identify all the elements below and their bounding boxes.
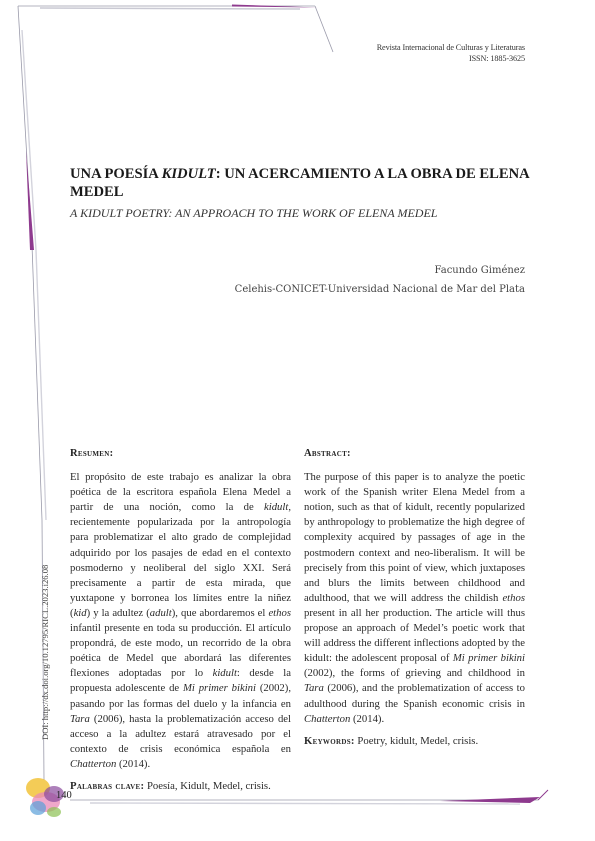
title-block xyxy=(70,165,530,221)
frame-left-accent xyxy=(26,150,34,250)
text-run: (2002), the forms of grieving and childhood in xyxy=(304,667,525,680)
frame-bottom-accent xyxy=(440,797,540,803)
book-title: Tara xyxy=(304,682,324,695)
keywords-label: Keywords: xyxy=(304,734,355,747)
text-run: (2014). xyxy=(350,712,385,725)
page-number: 140 xyxy=(56,790,72,801)
text-run: ), que abordaremos el xyxy=(171,606,269,619)
book-title: Mi primer bikini xyxy=(183,682,256,695)
abstract-heading: Abstract: xyxy=(304,448,351,459)
text-run: ) y la adultez ( xyxy=(86,606,150,619)
resumen-keywords xyxy=(70,779,291,794)
title-italic-part: KIDULT xyxy=(161,166,216,182)
keywords-list: Poetry, kidult, Medel, crisis. xyxy=(354,734,479,747)
text-run: (2006), hasta la problematización acceso del acceso a la adultez estará atravesado por el contexto de crisis económica española en xyxy=(70,712,291,755)
abstract-keywords xyxy=(304,734,525,749)
title-part: UNA POESÍA xyxy=(70,166,162,182)
text-run: (2002), pasando por las formas del duelo y la infancia en xyxy=(70,682,291,710)
doi-link[interactable]: DOI: http://dx.doi.org/10.12795/RICL.2023.i26.08 xyxy=(40,564,50,740)
journal-header xyxy=(377,42,525,64)
text-run: present in all her production. The article will thus propose an approach of Medel’s poetic work that will address the different inflections adopted by the kidult: the adolescent proposal of xyxy=(304,606,525,665)
book-title: Tara xyxy=(70,712,90,725)
journal-name: Revista Internacional de Culturas y Literaturas xyxy=(376,43,525,52)
article-title xyxy=(70,165,530,201)
italic-term: kidult xyxy=(263,501,289,514)
abstract-column xyxy=(304,446,525,749)
resumen-text xyxy=(70,470,291,772)
frame-bottom-shadow xyxy=(90,803,520,804)
italic-term: adult xyxy=(149,606,172,619)
text-run: , recientemente popularizada por la antropología para problematizar el alto grado de complejidad adquirido por los pasajes de edad en el contexto posmoderno y neoliberal del siglo XXI. Será precisamente a partir de esta mirada, que yuxtapone y borronea los límites entre la niñez ( xyxy=(70,501,291,619)
text-run: : desde la propuesta adolescente de xyxy=(70,667,291,695)
author-name: Facundo Giménez xyxy=(434,265,525,276)
text-run: The purpose of this paper is to analyze the poetic work of the Spanish writer Elena Medel from a notion, such as that of kidult, recently popularized by anthropology to problematize the high degree of complexity acquired by passages of age in the postmodern context and neo-liberalism. It will be precisely from this point of view, which juxtaposes and blurs the limits between childhood and adulthood, that we will address the childish xyxy=(304,471,525,604)
journal-issn: ISSN: 1885-3625 xyxy=(468,54,525,63)
keywords-label: Palabras clave: xyxy=(70,779,145,792)
title-part: : UN ACERCAMIENTO A LA OBRA DE ELENA MEDEL xyxy=(70,166,529,200)
resumen-heading: Resumen: xyxy=(70,448,114,459)
frame-top-diagonal xyxy=(315,6,333,52)
book-title: Chatterton xyxy=(70,757,117,770)
frame-top-accent xyxy=(232,5,318,8)
frame-top-shadow xyxy=(40,8,300,9)
keywords-list: Poesía, Kidult, Medel, crisis. xyxy=(144,779,271,792)
author-block xyxy=(235,261,525,299)
frame-bottom-corner xyxy=(538,790,548,800)
book-title: Chatterton xyxy=(304,712,351,725)
frame-left-shadow xyxy=(22,30,46,520)
author-affiliation: Celehis-CONICET-Universidad Nacional de Mar del Plata xyxy=(234,284,525,295)
resumen-column xyxy=(70,446,291,794)
italic-term: ethos xyxy=(268,606,291,619)
text-run: El propósito de este trabajo es analizar la obra poética de la escritora española Elena Medel a partir de una noción, como la de xyxy=(70,471,291,514)
book-title: Mi primer bikini xyxy=(452,652,525,665)
italic-term: kidult xyxy=(212,667,237,680)
abstract-text xyxy=(304,470,525,727)
italic-term: ethos xyxy=(502,591,525,604)
text-run: (2006), and the problematization of access to adulthood during the Spanish economic crisis in xyxy=(304,682,525,710)
text-run: (2014). xyxy=(116,757,151,770)
text-run: infantil presente en toda su producción. El artículo propondrá, de este modo, un recorrido de la obra poética de Medel que abordará las diferentes flexiones adoptadas por lo xyxy=(70,622,291,680)
italic-term: kid xyxy=(73,606,87,619)
article-title-english: A KIDULT POETRY: AN APPROACH TO THE WORK OF ELENA MEDEL xyxy=(70,206,438,220)
